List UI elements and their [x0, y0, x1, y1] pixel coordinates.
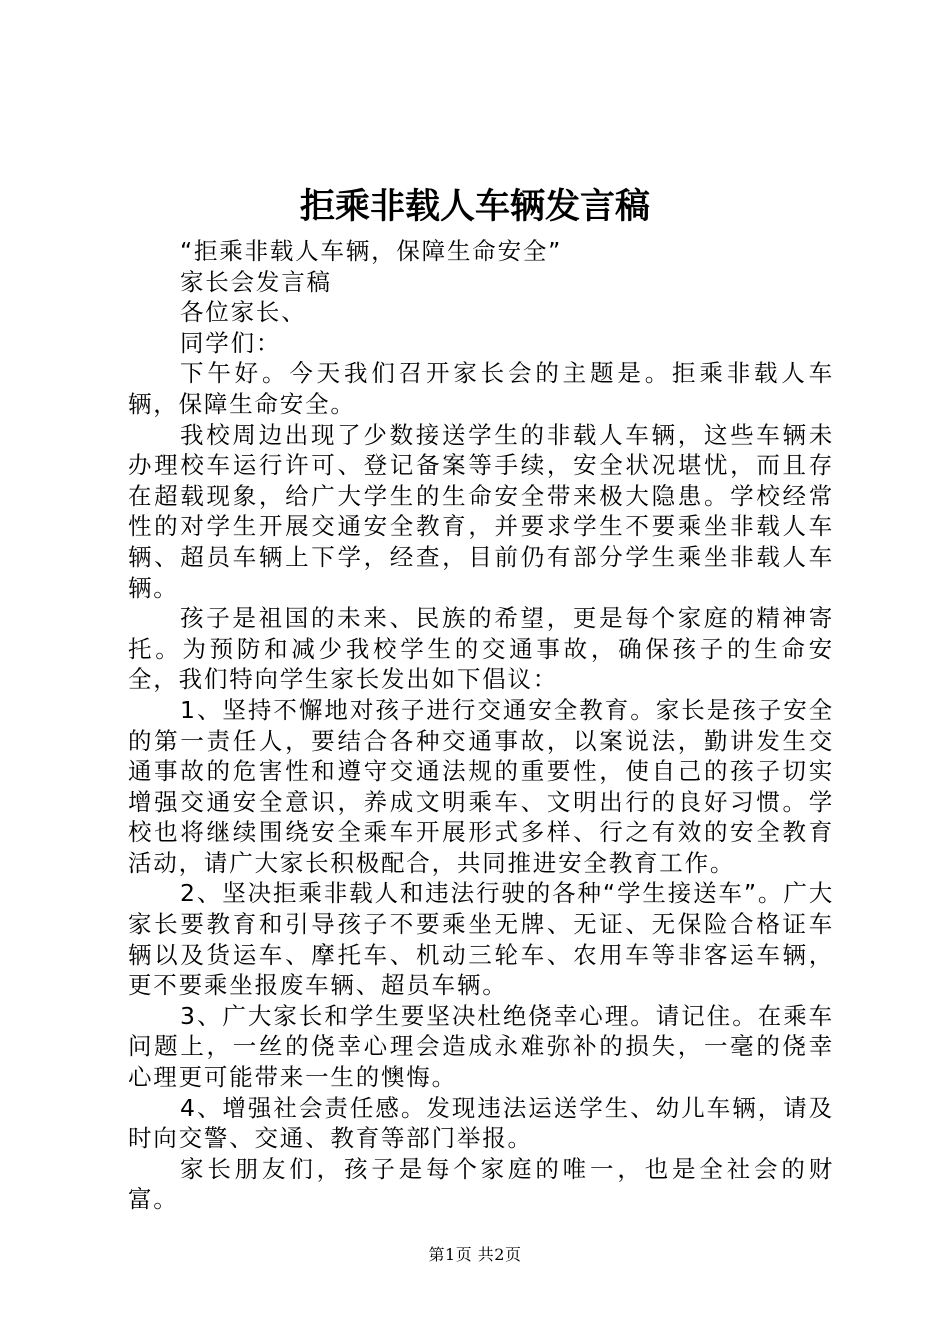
paragraph-point-4: 4、增强社会责任感。发现违法运送学生、幼儿车辆，请及时向交警、交通、教育等部门举报。 [128, 1093, 834, 1153]
subtitle-label: 家长会发言稿 [180, 267, 332, 296]
subtitle-slogan: “拒乘非载人车辆，保障生命安全” [180, 237, 563, 265]
paragraph-point-2: 2、坚决拒乘非载人和违法行驶的各种“学生接送车”。广大家长要教育和引导孩子不要乘坐无牌、无证、无保险合格证车辆以及货运车、摩托车、机动三轮车、农用车等非客运车辆，更不要乘坐报废车辆、超员车辆。 [128, 879, 834, 1000]
paragraph-greeting: 下午好。今天我们召开家长会的主题是。拒乘非载人车辆，保障生命安全。 [128, 359, 834, 418]
paragraph-closing: 家长朋友们，孩子是每个家庭的唯一，也是全社会的财富。 [128, 1154, 834, 1214]
paragraph-point-1: 1、坚持不懈地对孩子进行交通安全教育。家长是孩子安全的第一责任人，要结合各种交通事故，以案说法，勤讲发生交通事故的危害性和遵守交通法规的重要性，使自己的孩子切实增强交通安全意识，养成文明乘车、文明出行的良好习惯。学校也将继续围绕安全乘车开展形式多样、行之有效的安全教育活动，请广大家长积极配合，共同推进安全教育工作。 [128, 695, 834, 877]
paragraph-appeal: 孩子是祖国的未来、民族的希望，更是每个家庭的精神寄托。为预防和减少我校学生的交通事故，确保孩子的生命安全，我们特向学生家长发出如下倡议： [128, 604, 834, 694]
salutation-parents: 各位家长、 [180, 298, 307, 327]
page-number: 第1页 共2页 [428, 1245, 522, 1264]
document-title: 拒乘非载人车辆发言稿 [299, 186, 650, 227]
document-body [128, 236, 834, 1215]
paragraph-point-3: 3、广大家长和学生要坚决杜绝侥幸心理。请记住。在乘车问题上，一丝的侥幸心理会造成永难弥补的损失，一毫的侥幸心理更可能带来一生的懊悔。 [128, 1001, 834, 1092]
paragraph-situation: 我校周边出现了少数接送学生的非载人车辆，这些车辆未办理校车运行许可、登记备案等手续，安全状况堪忧，而且存在超载现象，给广大学生的生命安全带来极大隐患。学校经常性的对学生开展交通安全教育，并要求学生不要乘坐非载人车辆、超员车辆上下学，经查，目前仍有部分学生乘坐非载人车辆。 [128, 420, 834, 602]
salutation-students: 同学们： [180, 328, 282, 357]
